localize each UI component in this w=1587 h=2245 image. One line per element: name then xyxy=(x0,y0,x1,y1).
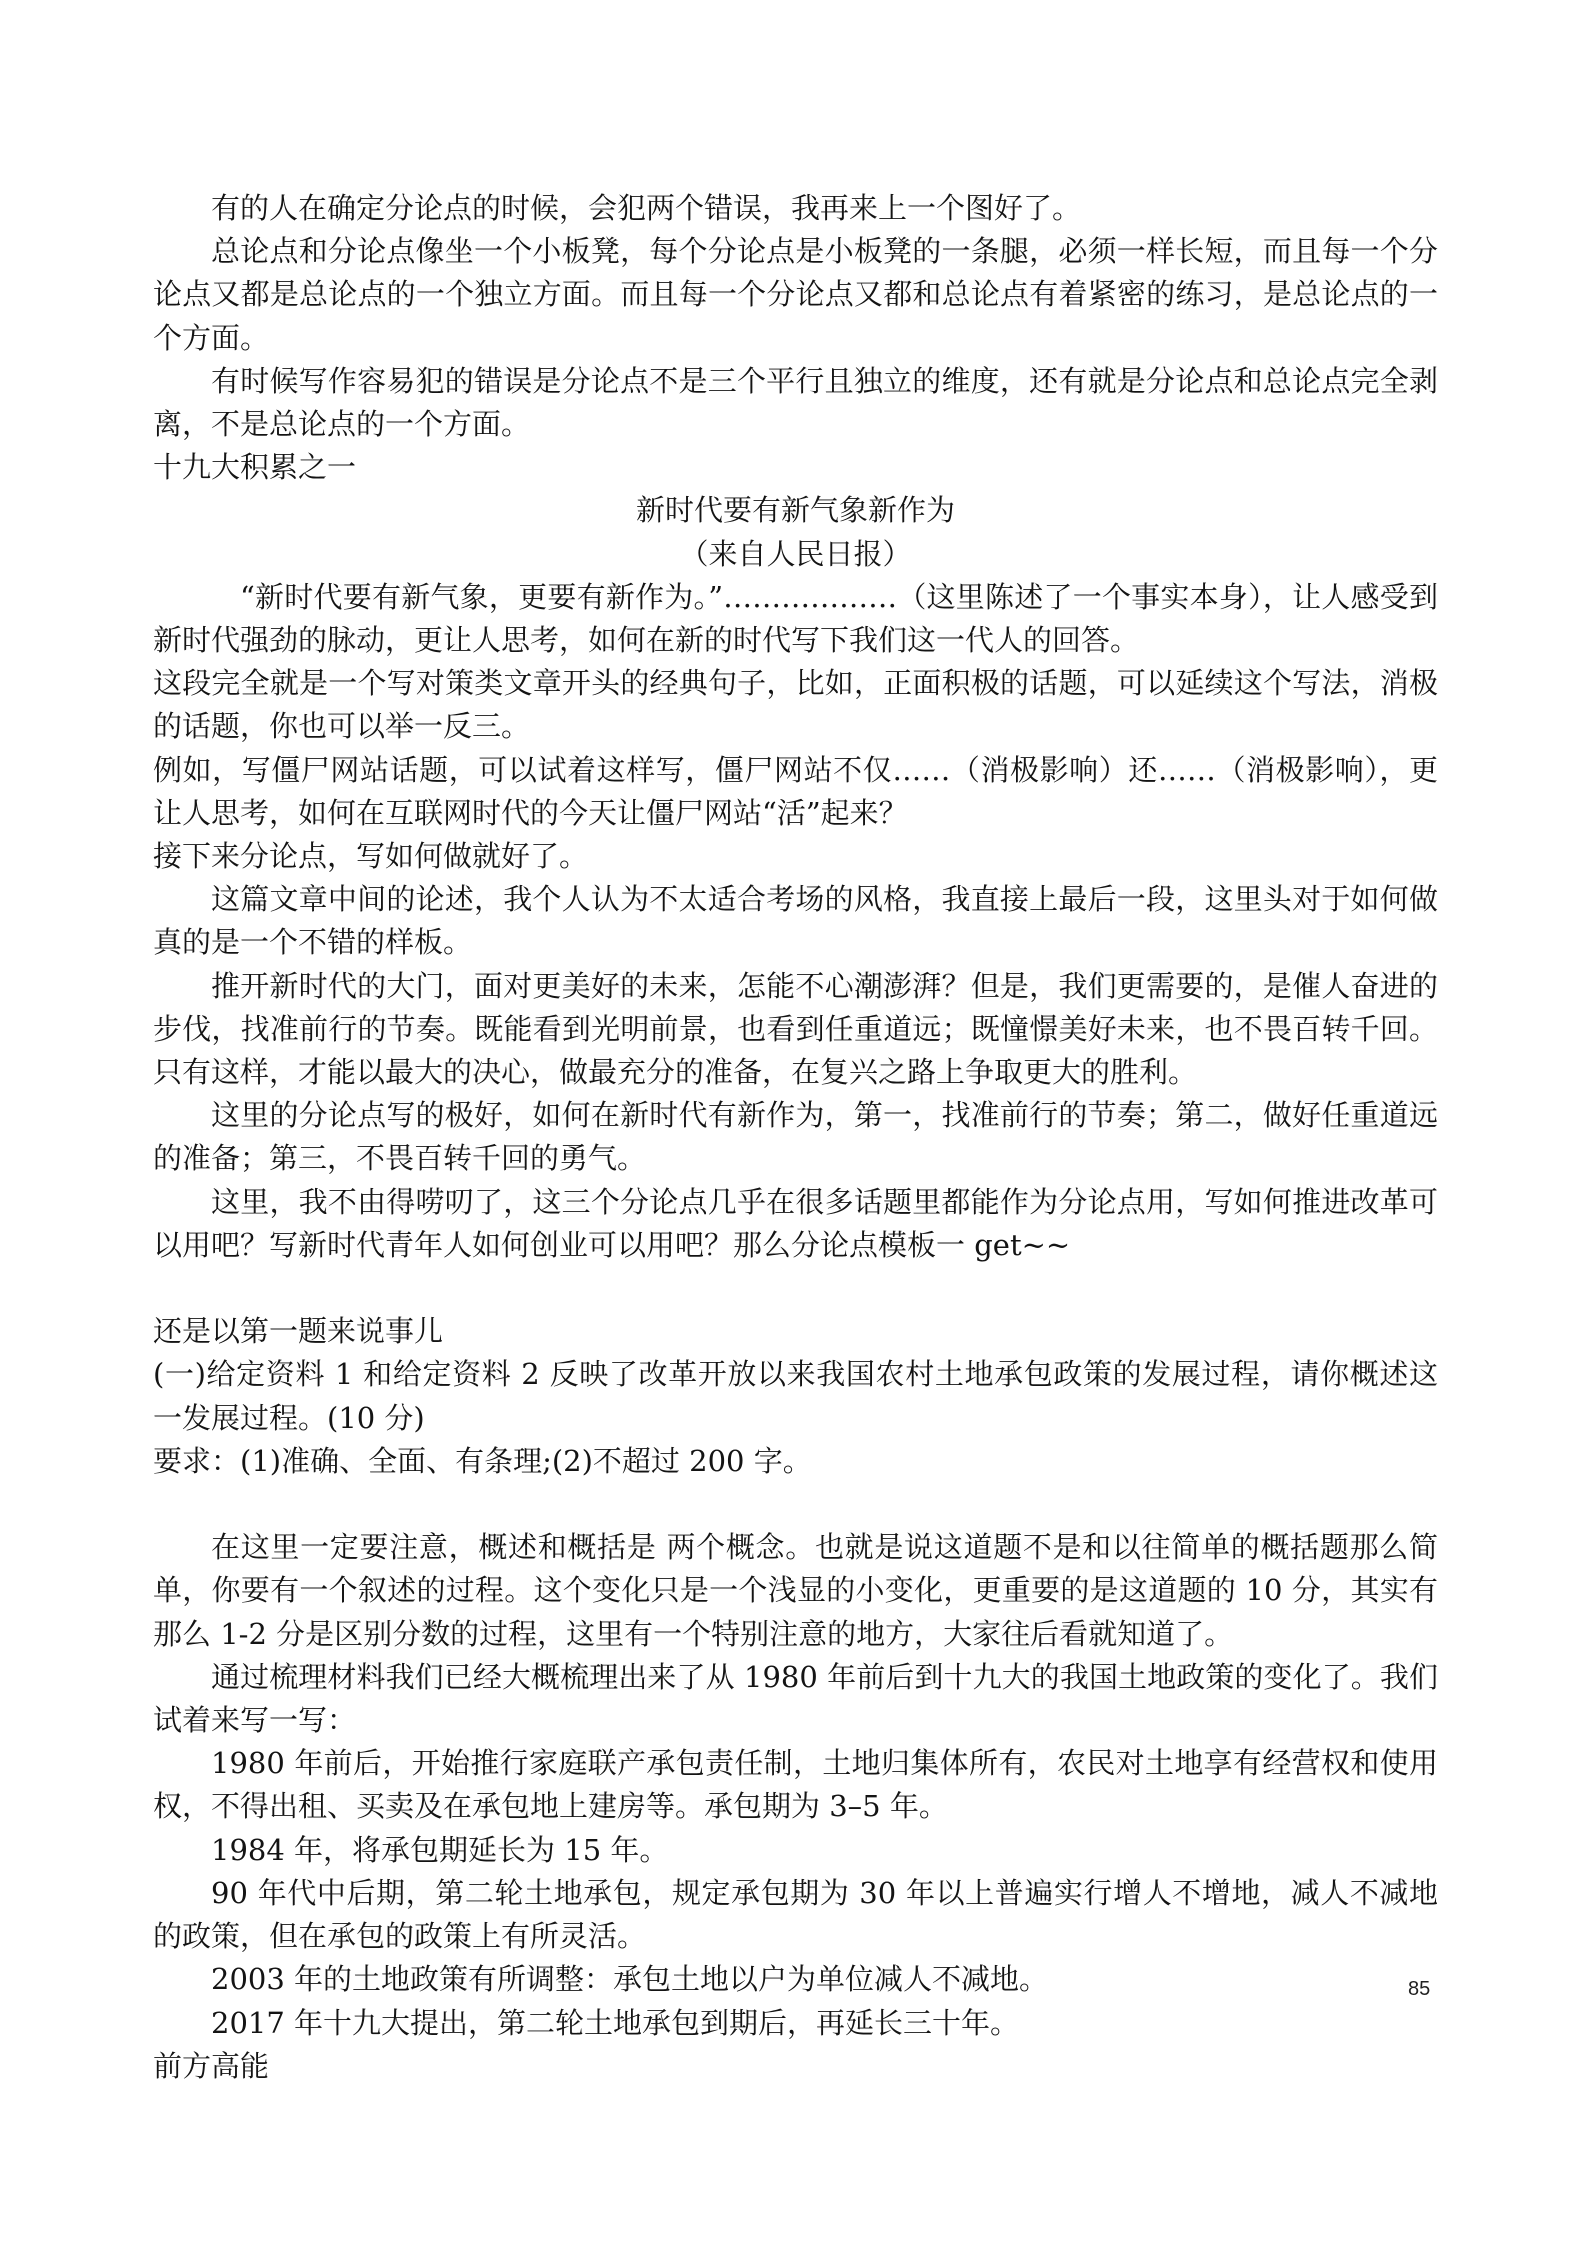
paragraph: 还是以第一题来说事儿 xyxy=(153,1314,444,1349)
paragraph: 这里的分论点写的极好，如何在新时代有新作为，第一，找准前行的节奏；第二，做好任重道远的准备；第三，不畏百转千回的勇气。 xyxy=(153,1098,1438,1176)
paragraph: “新时代要有新气象，更要有新作为。”………………（这里陈述了一个事实本身），让人感受到新时代强劲的脉动，更让人思考，如何在新的时代写下我们这一代人的回答。 xyxy=(153,579,1438,658)
paragraph: 这篇文章中间的论述，我个人认为不太适合考场的风格，我直接上最后一段，这里头对于如何做真的是一个不错的样板。 xyxy=(153,882,1438,960)
blank-line xyxy=(153,1483,1438,1526)
blank-line xyxy=(153,1267,1438,1310)
paragraph: 要求：(1)准确、全面、有条理;(2)不超过 200 字。 xyxy=(153,1443,812,1478)
paragraph: 1980 年前后，开始推行家庭联产承包责任制，土地归集体所有，农民对土地享有经营权和使用权，不得出租、买卖及在承包地上建房等。承包期为 3–5 年。 xyxy=(153,1746,1438,1824)
paragraph: 2017 年十九大提出，第二轮土地承包到期后，再延长三十年。 xyxy=(211,2005,1020,2040)
page-number: 85 xyxy=(1408,1978,1431,2000)
paragraph: 总论点和分论点像坐一个小板凳，每个分论点是小板凳的一条腿，必须一样长短，而且每一个分论点又都是总论点的一个独立方面。而且每一个分论点又都和总论点有着紧密的练习，是总论点的一个方面。 xyxy=(153,234,1438,355)
document-body xyxy=(153,187,1438,2088)
paragraph: 十九大积累之一 xyxy=(153,450,357,485)
paragraph: 2003 年的土地政策有所调整：承包土地以户为单位减人不减地。 xyxy=(211,1962,1049,1997)
paragraph: 1984 年，将承包期延长为 15 年。 xyxy=(211,1832,669,1867)
paragraph: 通过梳理材料我们已经大概梳理出来了从 1980 年前后到十九大的我国土地政策的变化了。我们试着来写一写： xyxy=(153,1659,1438,1738)
paragraph: 在这里一定要注意，概述和概括是 两个概念。也就是说这道题不是和以往简单的概括题那么简单，你要有一个叙述的过程。这个变化只是一个浅显的小变化，更重要的是这道题的 10 分，其实有那么 1-2 分是区别分数的过程，这里有一个特别注意的地方，大家往后看就知道了。 xyxy=(153,1530,1438,1651)
paragraph: 例如，写僵尸网站话题，可以试着这样写，僵尸网站不仅……（消极影响）还……（消极影响），更让人思考，如何在互联网时代的今天让僵尸网站“活”起来？ xyxy=(153,752,1438,830)
paragraph: 这段完全就是一个写对策类文章开头的经典句子，比如，正面积极的话题，可以延续这个写法，消极的话题，你也可以举一反三。 xyxy=(153,666,1438,744)
paragraph: (一)给定资料 1 和给定资料 2 反映了改革开放以来我国农村土地承包政策的发展过程，请你概述这一发展过程。(10 分) xyxy=(153,1357,1438,1435)
paragraph: 前方高能 xyxy=(153,2048,270,2083)
paragraph: 接下来分论点，写如何做就好了。 xyxy=(153,839,589,874)
paragraph: 有时候写作容易犯的错误是分论点不是三个平行且独立的维度，还有就是分论点和总论点完全剥离，不是总论点的一个方面。 xyxy=(153,363,1438,442)
article-heading: （来自人民日报） xyxy=(679,536,912,571)
paragraph: 推开新时代的大门，面对更美好的未来，怎能不心潮澎湃？但是，我们更需要的，是催人奋进的步伐，找准前行的节奏。既能看到光明前景，也看到任重道远；既憧憬美好未来，也不畏百转千回。只有这样，才能以最大的决心，做最充分的准备，在复兴之路上争取更大的胜利。 xyxy=(153,968,1438,1090)
paragraph: 90 年代中后期，第二轮土地承包，规定承包期为 30 年以上普遍实行增人不增地，减人不减地的政策，但在承包的政策上有所灵活。 xyxy=(153,1875,1438,1954)
paragraph: 有的人在确定分论点的时候，会犯两个错误，我再来上一个图好了。 xyxy=(211,191,1082,225)
article-heading: 新时代要有新气象新作为 xyxy=(635,493,955,528)
paragraph: 这里，我不由得唠叨了，这三个分论点几乎在很多话题里都能作为分论点用，写如何推进改革可以用吧？写新时代青年人如何创业可以用吧？那么分论点模板一 get~~ xyxy=(153,1184,1438,1262)
